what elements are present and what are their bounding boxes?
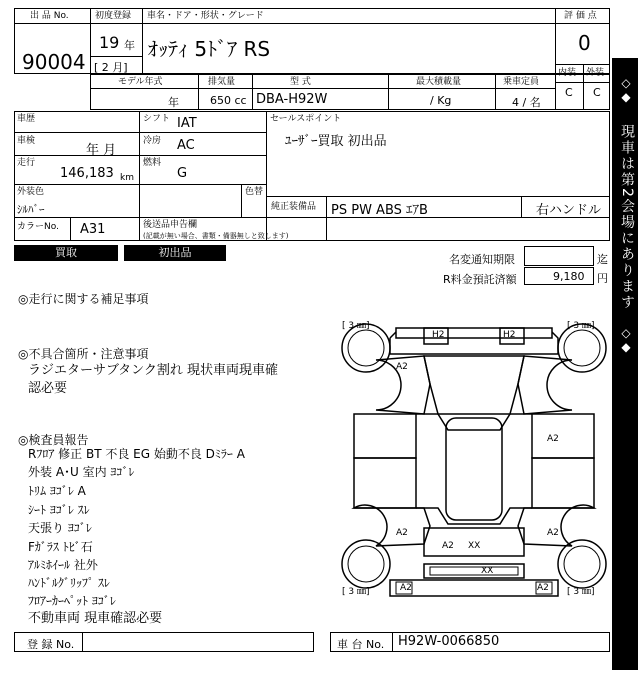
shift-label: シフト bbox=[143, 114, 171, 124]
inspector-line: 不動車両 現車確認必要 bbox=[28, 611, 163, 626]
sidebar-diamonds-bottom: ◇◆ bbox=[619, 326, 633, 354]
tire-rear-left bbox=[342, 540, 390, 588]
displacement-value: 650 cc bbox=[210, 94, 247, 107]
headlight-right-mark: H2 bbox=[503, 330, 516, 340]
tire-depth-rear-right: [ 3 ㎜] bbox=[567, 587, 595, 597]
rear-right-door bbox=[532, 458, 594, 508]
equipment-value: PS PW ABS ｴｱB bbox=[331, 203, 428, 218]
rating-label: 評 価 点 bbox=[564, 11, 597, 21]
first-registration-label: 初度登録 bbox=[95, 11, 132, 21]
roof bbox=[446, 418, 502, 520]
color-number-value: A31 bbox=[80, 222, 106, 237]
headlight-left-mark: H2 bbox=[432, 330, 445, 340]
tire-depth-front-left: [ 3 ㎜] bbox=[342, 321, 370, 331]
rear-bumper-right-mark: A2 bbox=[537, 583, 549, 593]
tire-rear-right bbox=[558, 540, 606, 588]
exterior-label: 外装 bbox=[586, 68, 605, 78]
equipment-label: 純正装備品 bbox=[271, 202, 317, 212]
recycle-unit: 円 bbox=[597, 272, 608, 285]
inspector-title: ◎検査員報告 bbox=[18, 433, 89, 447]
mileage-label: 走行 bbox=[17, 158, 36, 168]
type-label: 型 式 bbox=[290, 77, 311, 87]
registration-label: 登 録 No. bbox=[27, 638, 75, 651]
recycle-label: R料金預託済額 bbox=[443, 273, 517, 286]
inspector-line: ﾌﾛｱｰｶｰﾍﾟｯﾄ ﾖｺﾞﾚ bbox=[28, 594, 116, 608]
tailgate-mark-a2: A2 bbox=[442, 541, 454, 551]
max-load-label: 最大積載量 bbox=[416, 77, 462, 87]
front-bumper bbox=[396, 328, 552, 338]
driving-notes-title: ◎走行に関する補足事項 bbox=[18, 292, 149, 306]
venue-notice-sidebar bbox=[612, 58, 638, 670]
tire-front-left bbox=[342, 324, 390, 372]
front-left-fender-mark: A2 bbox=[396, 362, 408, 372]
inspection-label: 車検 bbox=[17, 136, 36, 146]
sidebar-diamonds-top: ◇◆ bbox=[619, 76, 633, 104]
rating-score: 0 bbox=[578, 31, 591, 55]
defects-line-2: 認必要 bbox=[28, 381, 68, 396]
notice-label: 名変通知期限 bbox=[449, 253, 515, 266]
sales-point-value: ﾕｰｻﾞｰ買取 初出品 bbox=[285, 134, 387, 149]
aftermarket-label: 後送品申告欄 bbox=[143, 220, 198, 230]
tire-depth-front-right: [ 3 ㎜] bbox=[567, 321, 595, 331]
hood bbox=[424, 356, 524, 414]
vehicle-label: 車名・ドア・形状・グレード bbox=[147, 11, 264, 21]
inspection-value: 年 月 bbox=[86, 143, 117, 158]
lot-number: 90004 bbox=[22, 50, 86, 74]
mileage-unit: km bbox=[120, 173, 134, 183]
defects-line-1: ラジエターサブタンク割れ 現状車両現車確 bbox=[28, 363, 278, 378]
displacement-label: 排気量 bbox=[208, 77, 236, 87]
registration-month: [ 2 月] bbox=[94, 61, 128, 74]
rear-plate-mark: XX bbox=[481, 566, 494, 576]
model-year-unit: 年 bbox=[168, 96, 179, 109]
first-listing-badge: 初出品 bbox=[124, 245, 226, 261]
right-door-mark: A2 bbox=[547, 434, 559, 444]
registration-year: 19 bbox=[99, 33, 120, 52]
sidebar-notice-text: 現車は第2会場にあります bbox=[619, 124, 635, 311]
interior-grade: C bbox=[565, 86, 573, 99]
ac-label: 冷房 bbox=[143, 136, 162, 146]
shift-value: IAT bbox=[177, 116, 197, 131]
fuel-value: G bbox=[177, 166, 188, 181]
color-label: 外装色 bbox=[17, 187, 45, 197]
inspector-line: Fｶﾞﾗｽ ﾄﾋﾞ石 bbox=[28, 540, 93, 554]
max-load-value: / Kg bbox=[430, 94, 452, 107]
tire-front-right bbox=[558, 324, 606, 372]
capacity-label: 乗車定員 bbox=[503, 77, 540, 87]
aftermarket-note: (記載が無い場合、書類・備器無しと致します) bbox=[143, 232, 289, 240]
fuel-label: 燃料 bbox=[143, 158, 162, 168]
chassis-label: 車 台 No. bbox=[337, 638, 385, 651]
sales-point-label: セールスポイント bbox=[270, 114, 342, 124]
rear-right-fender-mark: A2 bbox=[547, 528, 559, 538]
inspector-line: 天張り ﾖｺﾞﾚ bbox=[28, 521, 92, 535]
buy-badge: 買取 bbox=[14, 245, 118, 261]
car-damage-diagram bbox=[338, 314, 610, 600]
inspector-line: ｼｰﾄ ﾖｺﾞﾚ ｽﾚ bbox=[28, 503, 90, 517]
exterior-grade: C bbox=[593, 86, 601, 99]
mileage-value: 146,183 bbox=[60, 166, 114, 181]
rear-left-door bbox=[354, 458, 416, 508]
tire-depth-rear-left: [ 3 ㎜] bbox=[342, 587, 370, 597]
model-year-label: モデル年式 bbox=[118, 77, 163, 87]
rear-bumper bbox=[390, 580, 558, 596]
rear-left-fender-mark: A2 bbox=[396, 528, 408, 538]
capacity-value: 4 / 名 bbox=[512, 96, 541, 109]
notice-box bbox=[524, 246, 594, 266]
inspector-line: ﾄﾘﾑ ﾖｺﾞﾚ A bbox=[28, 484, 86, 498]
notice-unit: 迄 bbox=[597, 253, 608, 266]
ac-value: AC bbox=[177, 138, 195, 153]
inspector-line: Rﾌﾛｱ 修正 BT 不良 EG 始動不良 Dﾐﾗｰ A bbox=[28, 447, 245, 461]
front-left-door bbox=[354, 414, 416, 458]
steering-value: 右ハンドル bbox=[536, 203, 602, 218]
defects-title: ◎不具合箇所・注意事項 bbox=[18, 347, 149, 361]
inspector-line: 外装 A･U 室内 ﾖｺﾞﾚ bbox=[28, 465, 135, 479]
inspector-line: ｱﾙﾐﾎｲｰﾙ 社外 bbox=[28, 558, 98, 572]
vehicle-name: ｵｯﾃｨ 5ﾄﾞｱ RS bbox=[148, 37, 271, 61]
chassis-number: H92W-0066850 bbox=[398, 634, 500, 649]
rear-bumper-left-mark: A2 bbox=[400, 583, 412, 593]
type-value: DBA-H92W bbox=[256, 92, 328, 107]
front-right-door bbox=[532, 414, 594, 458]
registration-year-unit: 年 bbox=[124, 39, 135, 52]
inspector-line: ﾊﾝﾄﾞﾙｸﾞﾘｯﾌﾟ ｽﾚ bbox=[28, 576, 110, 590]
lot-label: 出 品 No. bbox=[30, 11, 69, 21]
color-change-label: 色替 bbox=[245, 187, 264, 197]
color-number-label: カラーNo. bbox=[17, 222, 59, 232]
recycle-value: 9,180 bbox=[553, 270, 585, 283]
history-label: 車歴 bbox=[17, 114, 36, 124]
tailgate-mark-xx: XX bbox=[468, 541, 481, 551]
interior-label: 内装 bbox=[558, 68, 577, 78]
color-value: ｼﾙﾊﾞｰ bbox=[17, 203, 45, 216]
rear-plate-area bbox=[424, 564, 524, 578]
